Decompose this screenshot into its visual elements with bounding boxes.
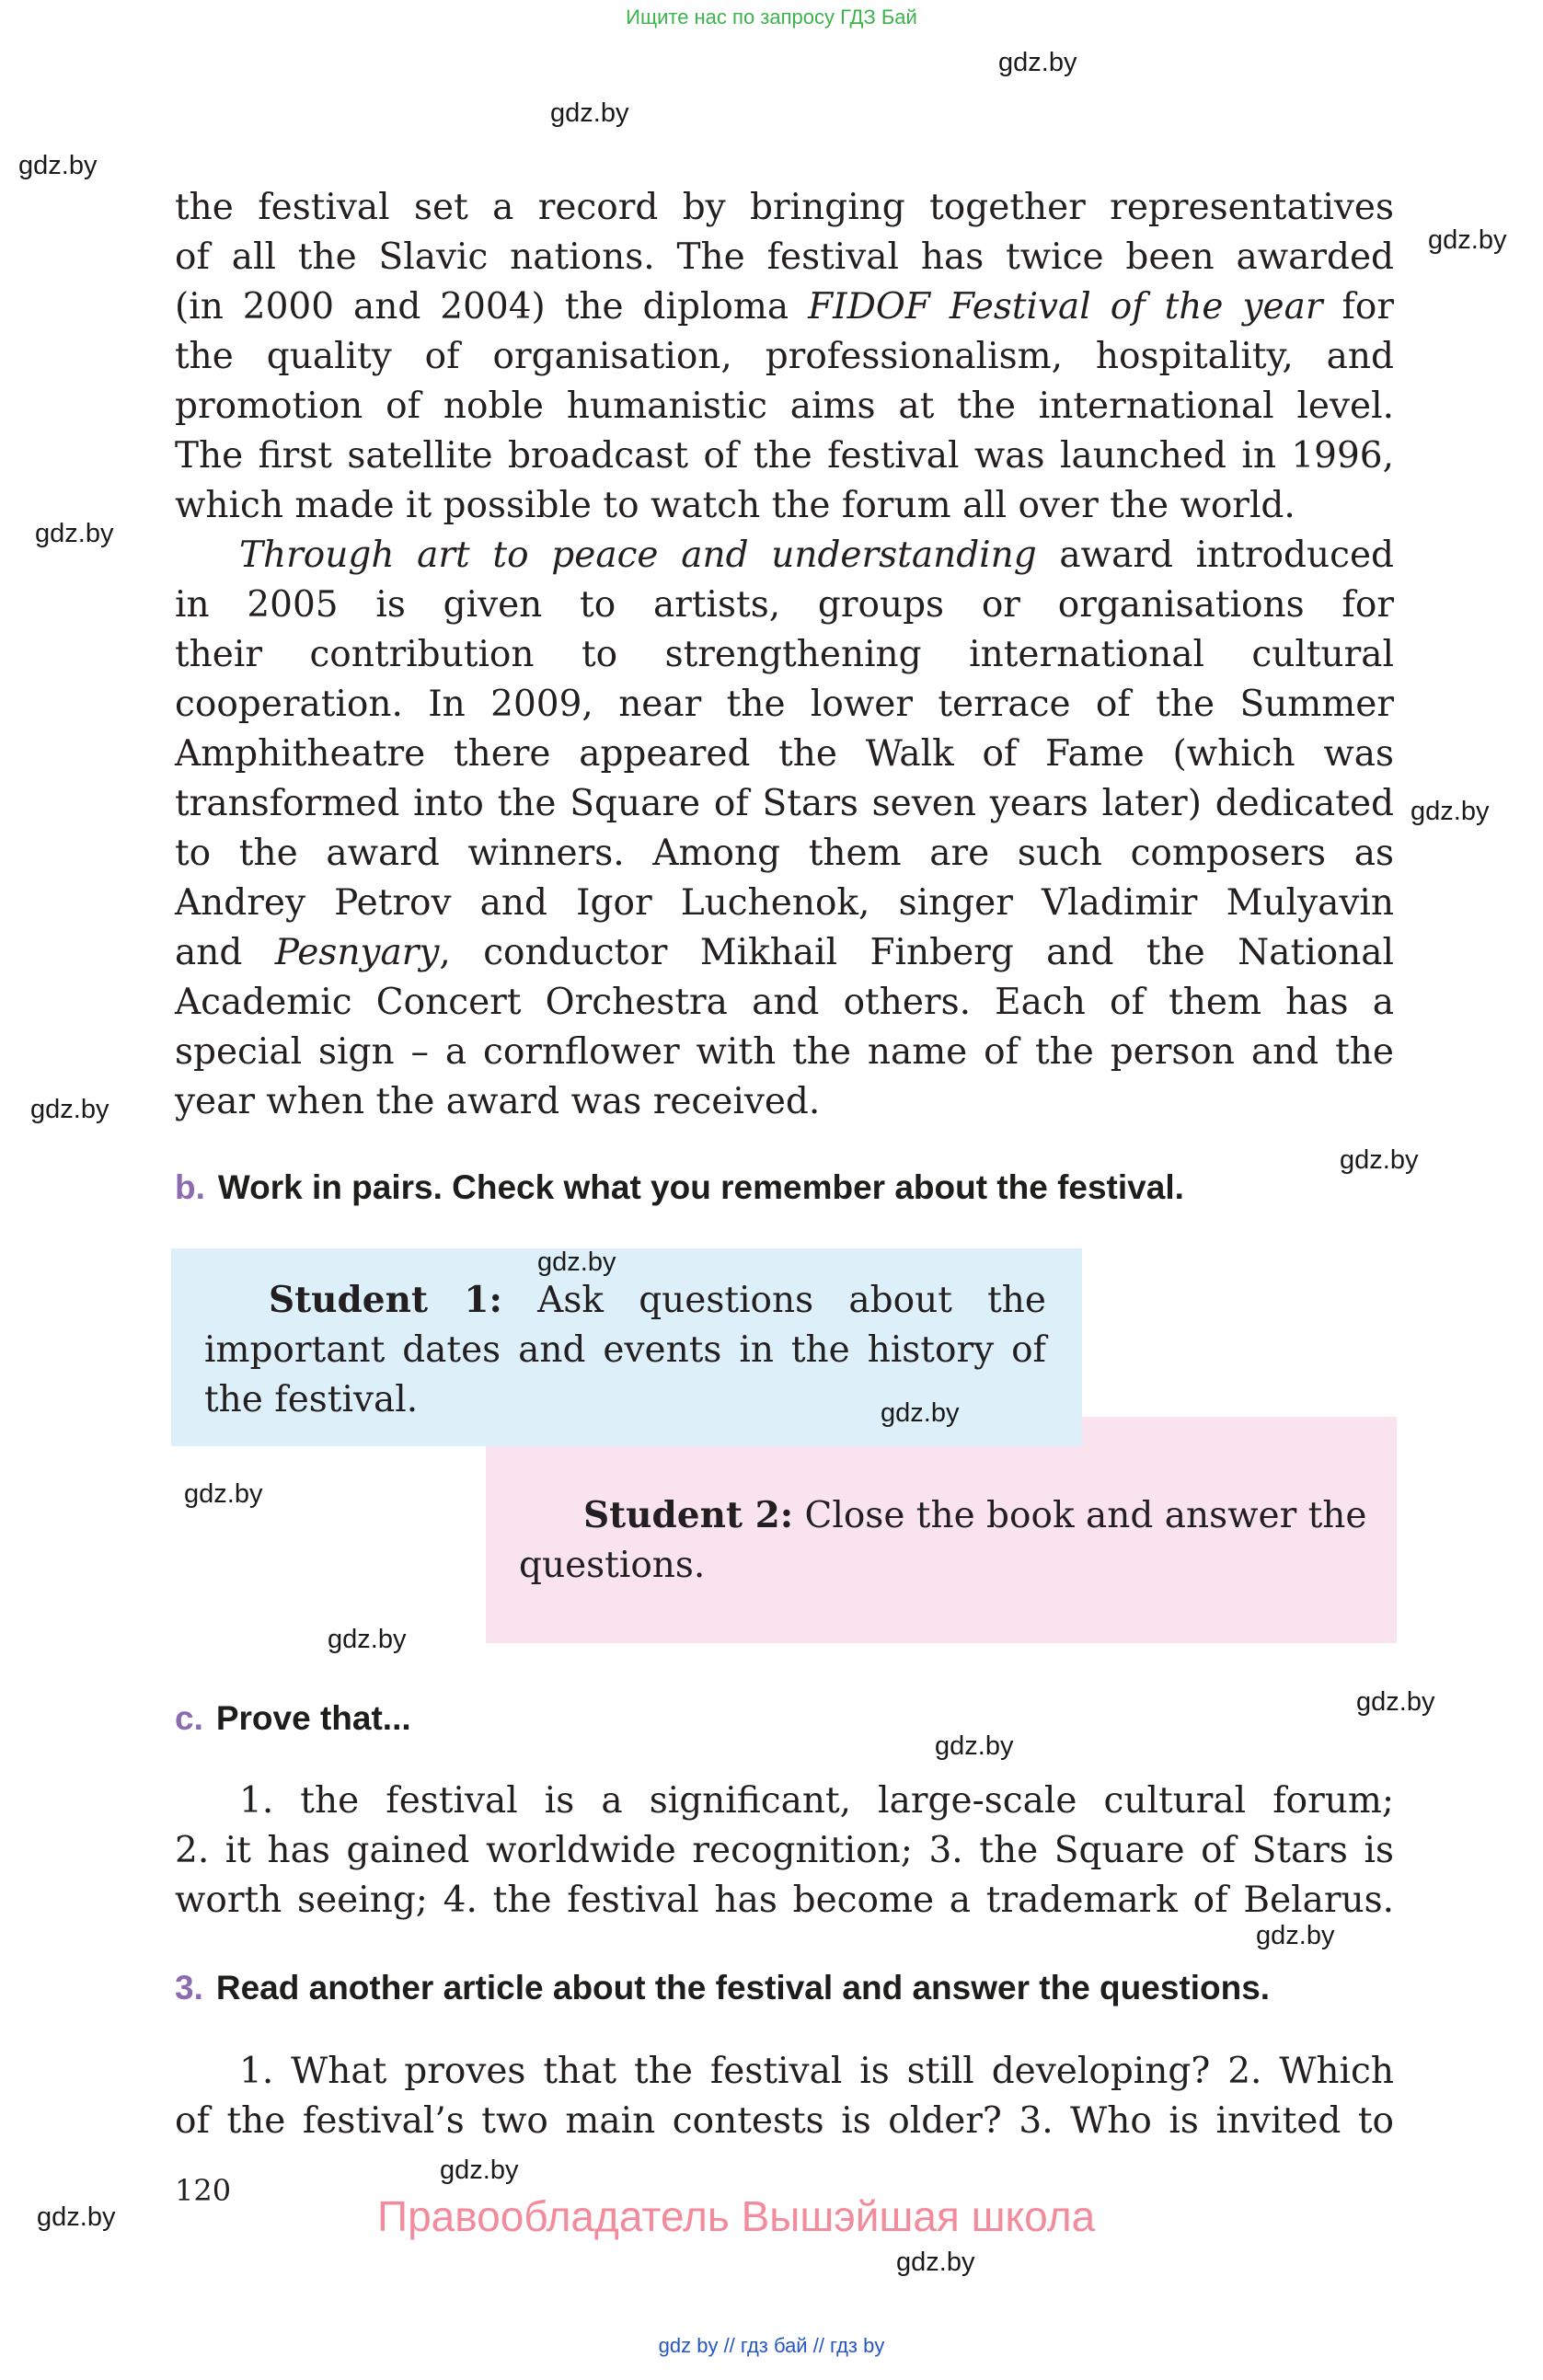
watermark: gdz.by bbox=[1256, 1921, 1335, 1950]
text-line: and Pesnyary, conductor Mikhail Finberg and the National bbox=[175, 932, 1394, 973]
watermark: gdz.by bbox=[35, 519, 114, 548]
text-line: which made it possible to watch the forum all over the world. bbox=[175, 485, 1295, 526]
text-line: cooperation. In 2009, near the lower terrace of the Summer bbox=[175, 684, 1394, 725]
questions-paragraph bbox=[175, 2047, 1394, 2146]
diploma-title: FIDOF Festival of the year bbox=[808, 286, 1323, 328]
task-letter: 3. bbox=[175, 1969, 203, 2006]
text-line: questions. bbox=[519, 1545, 706, 1586]
watermark: gdz.by bbox=[30, 1095, 109, 1124]
task-letter: b. bbox=[175, 1168, 205, 1206]
watermark: gdz.by bbox=[881, 1398, 960, 1428]
watermark: gdz.by bbox=[550, 98, 629, 128]
text-line: Amphitheatre there appeared the Walk of Fame (which was bbox=[175, 733, 1394, 775]
watermark: gdz.by bbox=[935, 1731, 1014, 1761]
task-c-heading bbox=[175, 1699, 411, 1738]
watermark: gdz.by bbox=[998, 48, 1077, 77]
text-line: transformed into the Square of Stars seven years later) dedicated bbox=[175, 783, 1394, 824]
watermark: gdz.by bbox=[440, 2156, 519, 2185]
task-text: Prove that... bbox=[215, 1699, 411, 1737]
text-line: the festival. bbox=[204, 1379, 419, 1420]
student-2-label: Student 2: bbox=[583, 1494, 794, 1536]
text-line: Academic Concert Orchestra and others. Each of them has a bbox=[175, 982, 1394, 1023]
paragraph-1 bbox=[175, 183, 1394, 531]
text-line: in 2005 is given to artists, groups or organisations for bbox=[175, 584, 1394, 626]
footer-links[interactable]: gdz by // гдз бай // гдз by bbox=[658, 2334, 885, 2357]
watermark: gdz.by bbox=[1340, 1145, 1419, 1175]
watermark: gdz.by bbox=[896, 2248, 975, 2277]
watermark: gdz.by bbox=[18, 151, 98, 180]
text-line: 1. What proves that the festival is still developing? 2. Which bbox=[239, 2051, 1394, 2092]
watermark: gdz.by bbox=[37, 2202, 116, 2232]
prove-paragraph bbox=[175, 1776, 1394, 1926]
band-name: Pesnyary bbox=[274, 932, 440, 973]
top-banner[interactable]: Ищите нас по запросу ГДЗ Бай bbox=[626, 6, 917, 29]
student-2-box bbox=[486, 1417, 1397, 1643]
student-1-label: Student 1: bbox=[269, 1279, 502, 1321]
copyright-notice: Правообладатель Вышэйшая школа bbox=[377, 2192, 1096, 2240]
task-3-heading bbox=[175, 1969, 1270, 2007]
text-line: 1. the festival is a significant, large-scale cultural forum; bbox=[239, 1780, 1394, 1822]
text-line: the festival set a record by bringing together representatives bbox=[175, 187, 1394, 228]
text-line: Student 2: Close the book and answer the bbox=[583, 1494, 1367, 1536]
text-line: Through art to peace and understanding award introduced bbox=[239, 535, 1394, 576]
text-line: The first satellite broadcast of the festival was launched in 1996, bbox=[175, 435, 1394, 477]
task-b-heading bbox=[175, 1168, 1184, 1207]
paragraph-2 bbox=[175, 531, 1394, 1127]
page-number: 120 bbox=[175, 2173, 232, 2208]
student-2-text bbox=[519, 1490, 1365, 1591]
task-letter: c. bbox=[175, 1699, 203, 1737]
task-text: Work in pairs. Check what you remember about the festival. bbox=[217, 1168, 1184, 1206]
text-line: to the award winners. Among them are such composers as bbox=[175, 833, 1394, 874]
watermark: gdz.by bbox=[1411, 797, 1490, 826]
text-line: year when the award was received. bbox=[175, 1081, 821, 1122]
watermark: gdz.by bbox=[1428, 225, 1507, 255]
watermark: gdz.by bbox=[1356, 1687, 1435, 1717]
text-line: Andrey Petrov and Igor Luchenok, singer Vladimir Mulyavin bbox=[175, 882, 1394, 924]
text-line: (in 2000 and 2004) the diploma FIDOF Festival of the year for bbox=[175, 286, 1395, 328]
text-line: of the festival’s two main contests is older? 3. Who is invited to bbox=[175, 2100, 1394, 2142]
text-line: special sign – a cornflower with the name of the person and the bbox=[175, 1031, 1394, 1073]
award-title: Through art to peace and understanding bbox=[239, 535, 1037, 576]
watermark: gdz.by bbox=[328, 1625, 407, 1654]
text-line: their contribution to strengthening international cultural bbox=[175, 634, 1394, 675]
watermark: gdz.by bbox=[537, 1247, 616, 1277]
watermark: gdz.by bbox=[184, 1479, 263, 1509]
text-line: worth seeing; 4. the festival has become a trademark of Belarus. bbox=[175, 1880, 1394, 1921]
text-line: of all the Slavic nations. The festival has twice been awarded bbox=[175, 236, 1394, 278]
text-line: 2. it has gained worldwide recognition; 3. the Square of Stars is bbox=[175, 1830, 1394, 1871]
task-text: Read another article about the festival and answer the questions. bbox=[215, 1969, 1271, 2006]
text-line: Student 1: Ask questions about the bbox=[269, 1279, 1046, 1321]
text-line: the quality of organisation, professionalism, hospitality, and bbox=[175, 336, 1394, 377]
text-line: important dates and events in the history of bbox=[204, 1329, 1046, 1371]
text-line: promotion of noble humanistic aims at the international level. bbox=[175, 385, 1394, 427]
